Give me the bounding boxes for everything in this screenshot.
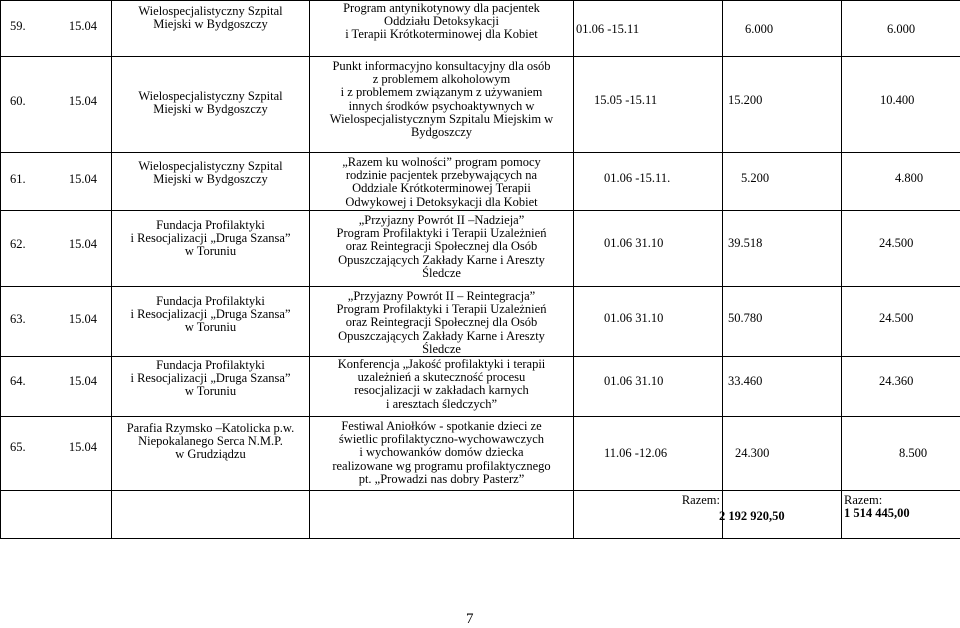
program-line: Punkt informacyjno konsultacyjny dla osób — [332, 59, 551, 73]
cell-term — [574, 211, 723, 287]
amount-granted: 6.000 — [887, 22, 916, 36]
cell-number-date — [1, 287, 112, 357]
term-value: 15.05 -15.11 — [594, 93, 658, 107]
cell-amount-granted — [842, 287, 960, 357]
program-line: Program Profilaktyki i Terapii Uzależnień — [336, 302, 547, 317]
table-row — [1, 153, 960, 211]
program-line: rodzinie pacjentek przebywających na — [345, 168, 538, 183]
term-value: 01.06 -15.11 — [576, 22, 640, 36]
cell-amount-granted — [842, 211, 960, 287]
org-line: Wielospecjalistyczny Szpital — [138, 4, 283, 18]
row-number: 63. — [10, 312, 26, 326]
totals-row — [1, 491, 960, 539]
cell-amount-granted — [842, 1, 960, 57]
org-line: w Toruniu — [184, 320, 237, 335]
term-value: 01.06 31.10 — [604, 236, 664, 250]
org-line: i Resocjalizacji „Druga Szansa” — [130, 371, 291, 386]
program-line: Oddziału Detoksykacji — [384, 14, 499, 29]
amount-requested: 5.200 — [741, 171, 770, 185]
org-line: i Resocjalizacji „Druga Szansa” — [130, 307, 291, 322]
org-line: Miejski w Bydgoszczy — [153, 17, 268, 32]
cell-organization — [112, 1, 310, 57]
org-line: w Toruniu — [184, 384, 237, 399]
row-number: 61. — [10, 172, 26, 186]
cell-organization — [112, 57, 310, 153]
program-line: i aresztach śledczych” — [385, 396, 498, 411]
program-line: Program antynikotynowy dla pacjentek — [343, 1, 540, 15]
cell-amount-requested — [723, 417, 842, 491]
row-number: 62. — [10, 237, 26, 251]
cell-number-date — [1, 153, 112, 211]
table-row — [1, 417, 960, 491]
table-row — [1, 287, 960, 357]
cell-term — [574, 1, 723, 57]
org-line: Wielospecjalistyczny Szpital — [138, 89, 283, 103]
table-row — [1, 357, 960, 417]
term-value: 01.06 -15.11. — [604, 171, 671, 185]
cell-empty — [310, 491, 574, 539]
term-value: 01.06 31.10 — [604, 311, 664, 325]
cell-amount-requested — [723, 287, 842, 357]
org-line: w Grudziądzu — [175, 447, 246, 462]
cell-term — [574, 57, 723, 153]
program-line: świetlic profilaktyczno-wychowawczych — [338, 432, 545, 447]
cell-amount-requested — [723, 1, 842, 57]
row-date: 15.04 — [68, 440, 97, 455]
org-line: Wielospecjalistyczny Szpital — [138, 159, 283, 173]
cell-organization — [112, 357, 310, 417]
amount-granted: 24.360 — [879, 374, 914, 389]
amount-granted: 24.500 — [879, 236, 914, 250]
row-date: 15.04 — [68, 374, 97, 389]
cell-number-date — [1, 1, 112, 57]
org-line: Niepokalanego Serca N.M.P. — [138, 434, 283, 449]
table-row — [1, 57, 960, 153]
cell-number-date — [1, 211, 112, 287]
cell-number-date — [1, 417, 112, 491]
amount-requested: 6.000 — [745, 22, 774, 36]
cell-number-date — [1, 57, 112, 153]
total-granted-value: 1 514 445,00 — [844, 506, 910, 521]
cell-program — [310, 417, 574, 491]
program-line: Program Profilaktyki i Terapii Uzależnień — [336, 226, 547, 241]
amount-requested: 50.780 — [728, 311, 763, 325]
cell-empty — [1, 491, 112, 539]
cell-amount-requested — [723, 211, 842, 287]
org-line: Fundacja Profilaktyki — [156, 218, 265, 232]
cell-term — [574, 357, 723, 417]
cell-program — [310, 57, 574, 153]
cell-organization — [112, 417, 310, 491]
cell-amount-granted — [842, 57, 960, 153]
program-line: Opuszczających Zakłady Karne i Areszty — [338, 328, 545, 343]
cell-program — [310, 287, 574, 357]
program-line: oraz Reintegracji Społecznej dla Osób — [345, 239, 538, 254]
cell-term — [574, 417, 723, 491]
program-line: Festiwal Aniołków - spotkanie dzieci ze — [341, 419, 542, 434]
program-line: Śledcze — [422, 341, 461, 356]
cell-program — [310, 211, 574, 287]
amount-granted: 8.500 — [899, 446, 928, 461]
amount-granted: 4.800 — [895, 171, 924, 185]
program-line: i z problemem związanym z używaniem — [340, 85, 543, 100]
program-line: i wychowanków domów dziecka — [359, 445, 524, 460]
cell-program — [310, 357, 574, 417]
cell-organization — [112, 211, 310, 287]
amount-granted: 24.500 — [879, 311, 914, 325]
amount-requested: 24.300 — [735, 446, 770, 461]
row-number: 60. — [10, 94, 26, 108]
cell-term — [574, 153, 723, 211]
org-line: Miejski w Bydgoszczy — [153, 102, 268, 117]
program-line: Oddziale Krótkoterminowej Terapii — [352, 181, 531, 196]
org-line: Fundacja Profilaktyki — [156, 358, 265, 373]
cell-organization — [112, 287, 310, 357]
cell-program — [310, 1, 574, 57]
program-line: Odwykowej i Detoksykacji dla Kobiet — [345, 194, 538, 209]
cell-amount-requested — [723, 357, 842, 417]
program-line: Konferencja „Jakość profilaktyki i terapii — [337, 357, 546, 372]
program-line: i Terapii Krótkoterminowej dla Kobiet — [345, 27, 538, 42]
page-number: 7 — [466, 611, 474, 627]
program-line: Wielospecjalistycznym Szpitalu Miejskim w — [329, 111, 554, 126]
program-line: Opuszczających Zakłady Karne i Areszty — [338, 252, 545, 267]
row-number: 65. — [10, 440, 26, 455]
program-line: pt. „Prowadzi nas dobry Pasterz” — [358, 471, 525, 486]
org-line: i Resocjalizacji „Druga Szansa” — [130, 231, 291, 246]
program-line: z problemem alkoholowym — [372, 72, 511, 87]
org-line: Fundacja Profilaktyki — [156, 294, 265, 308]
program-line: Bydgoszczy — [410, 125, 473, 140]
row-number: 59. — [10, 19, 26, 33]
row-date: 15.04 — [68, 94, 97, 108]
table-row — [1, 1, 960, 57]
row-date: 15.04 — [68, 312, 97, 326]
cell-total-requested — [574, 491, 723, 539]
program-line: „Przyjazny Powrót II – Reintegracja” — [347, 289, 536, 303]
cell-amount-granted — [842, 153, 960, 211]
amount-requested: 39.518 — [728, 236, 763, 250]
cell-term — [574, 287, 723, 357]
cell-number-date — [1, 357, 112, 417]
total-requested-value: 2 192 920,50 — [719, 509, 785, 523]
org-line: Parafia Rzymsko –Katolicka p.w. — [126, 421, 295, 436]
cell-amount-requested — [723, 153, 842, 211]
cell-empty — [112, 491, 310, 539]
program-line: „Przyjazny Powrót II –Nadzieja” — [358, 213, 525, 227]
program-line: oraz Reintegracji Społecznej dla Osób — [345, 315, 538, 330]
total-granted-label: Razem: — [844, 493, 883, 508]
cell-amount-granted — [842, 417, 960, 491]
program-line: uzależnień a skuteczność procesu — [357, 370, 526, 385]
program-line: realizowane wg programu profilaktycznego — [332, 458, 551, 473]
amount-requested: 15.200 — [728, 93, 763, 107]
program-line: innych środków psychoaktywnych w — [348, 98, 535, 113]
row-date: 15.04 — [68, 19, 97, 33]
cell-amount-granted — [842, 357, 960, 417]
cell-total-granted — [842, 491, 960, 539]
term-value: 01.06 31.10 — [604, 374, 664, 389]
program-line: resocjalizacji w zakładach karnych — [354, 383, 529, 398]
table-row — [1, 211, 960, 287]
row-number: 64. — [10, 374, 26, 389]
cell-organization — [112, 153, 310, 211]
row-date: 15.04 — [68, 172, 97, 186]
cell-amount-requested — [723, 57, 842, 153]
org-line: Miejski w Bydgoszczy — [153, 172, 268, 187]
total-requested-label: Razem: — [681, 493, 720, 508]
program-line: „Razem ku wolności” program pomocy — [342, 155, 541, 169]
cell-program — [310, 153, 574, 211]
term-value: 11.06 -12.06 — [604, 446, 668, 461]
row-date: 15.04 — [68, 237, 97, 251]
org-line: w Toruniu — [184, 244, 237, 259]
amount-requested: 33.460 — [728, 374, 763, 389]
program-line: Śledcze — [422, 265, 461, 280]
amount-granted: 10.400 — [880, 93, 915, 107]
